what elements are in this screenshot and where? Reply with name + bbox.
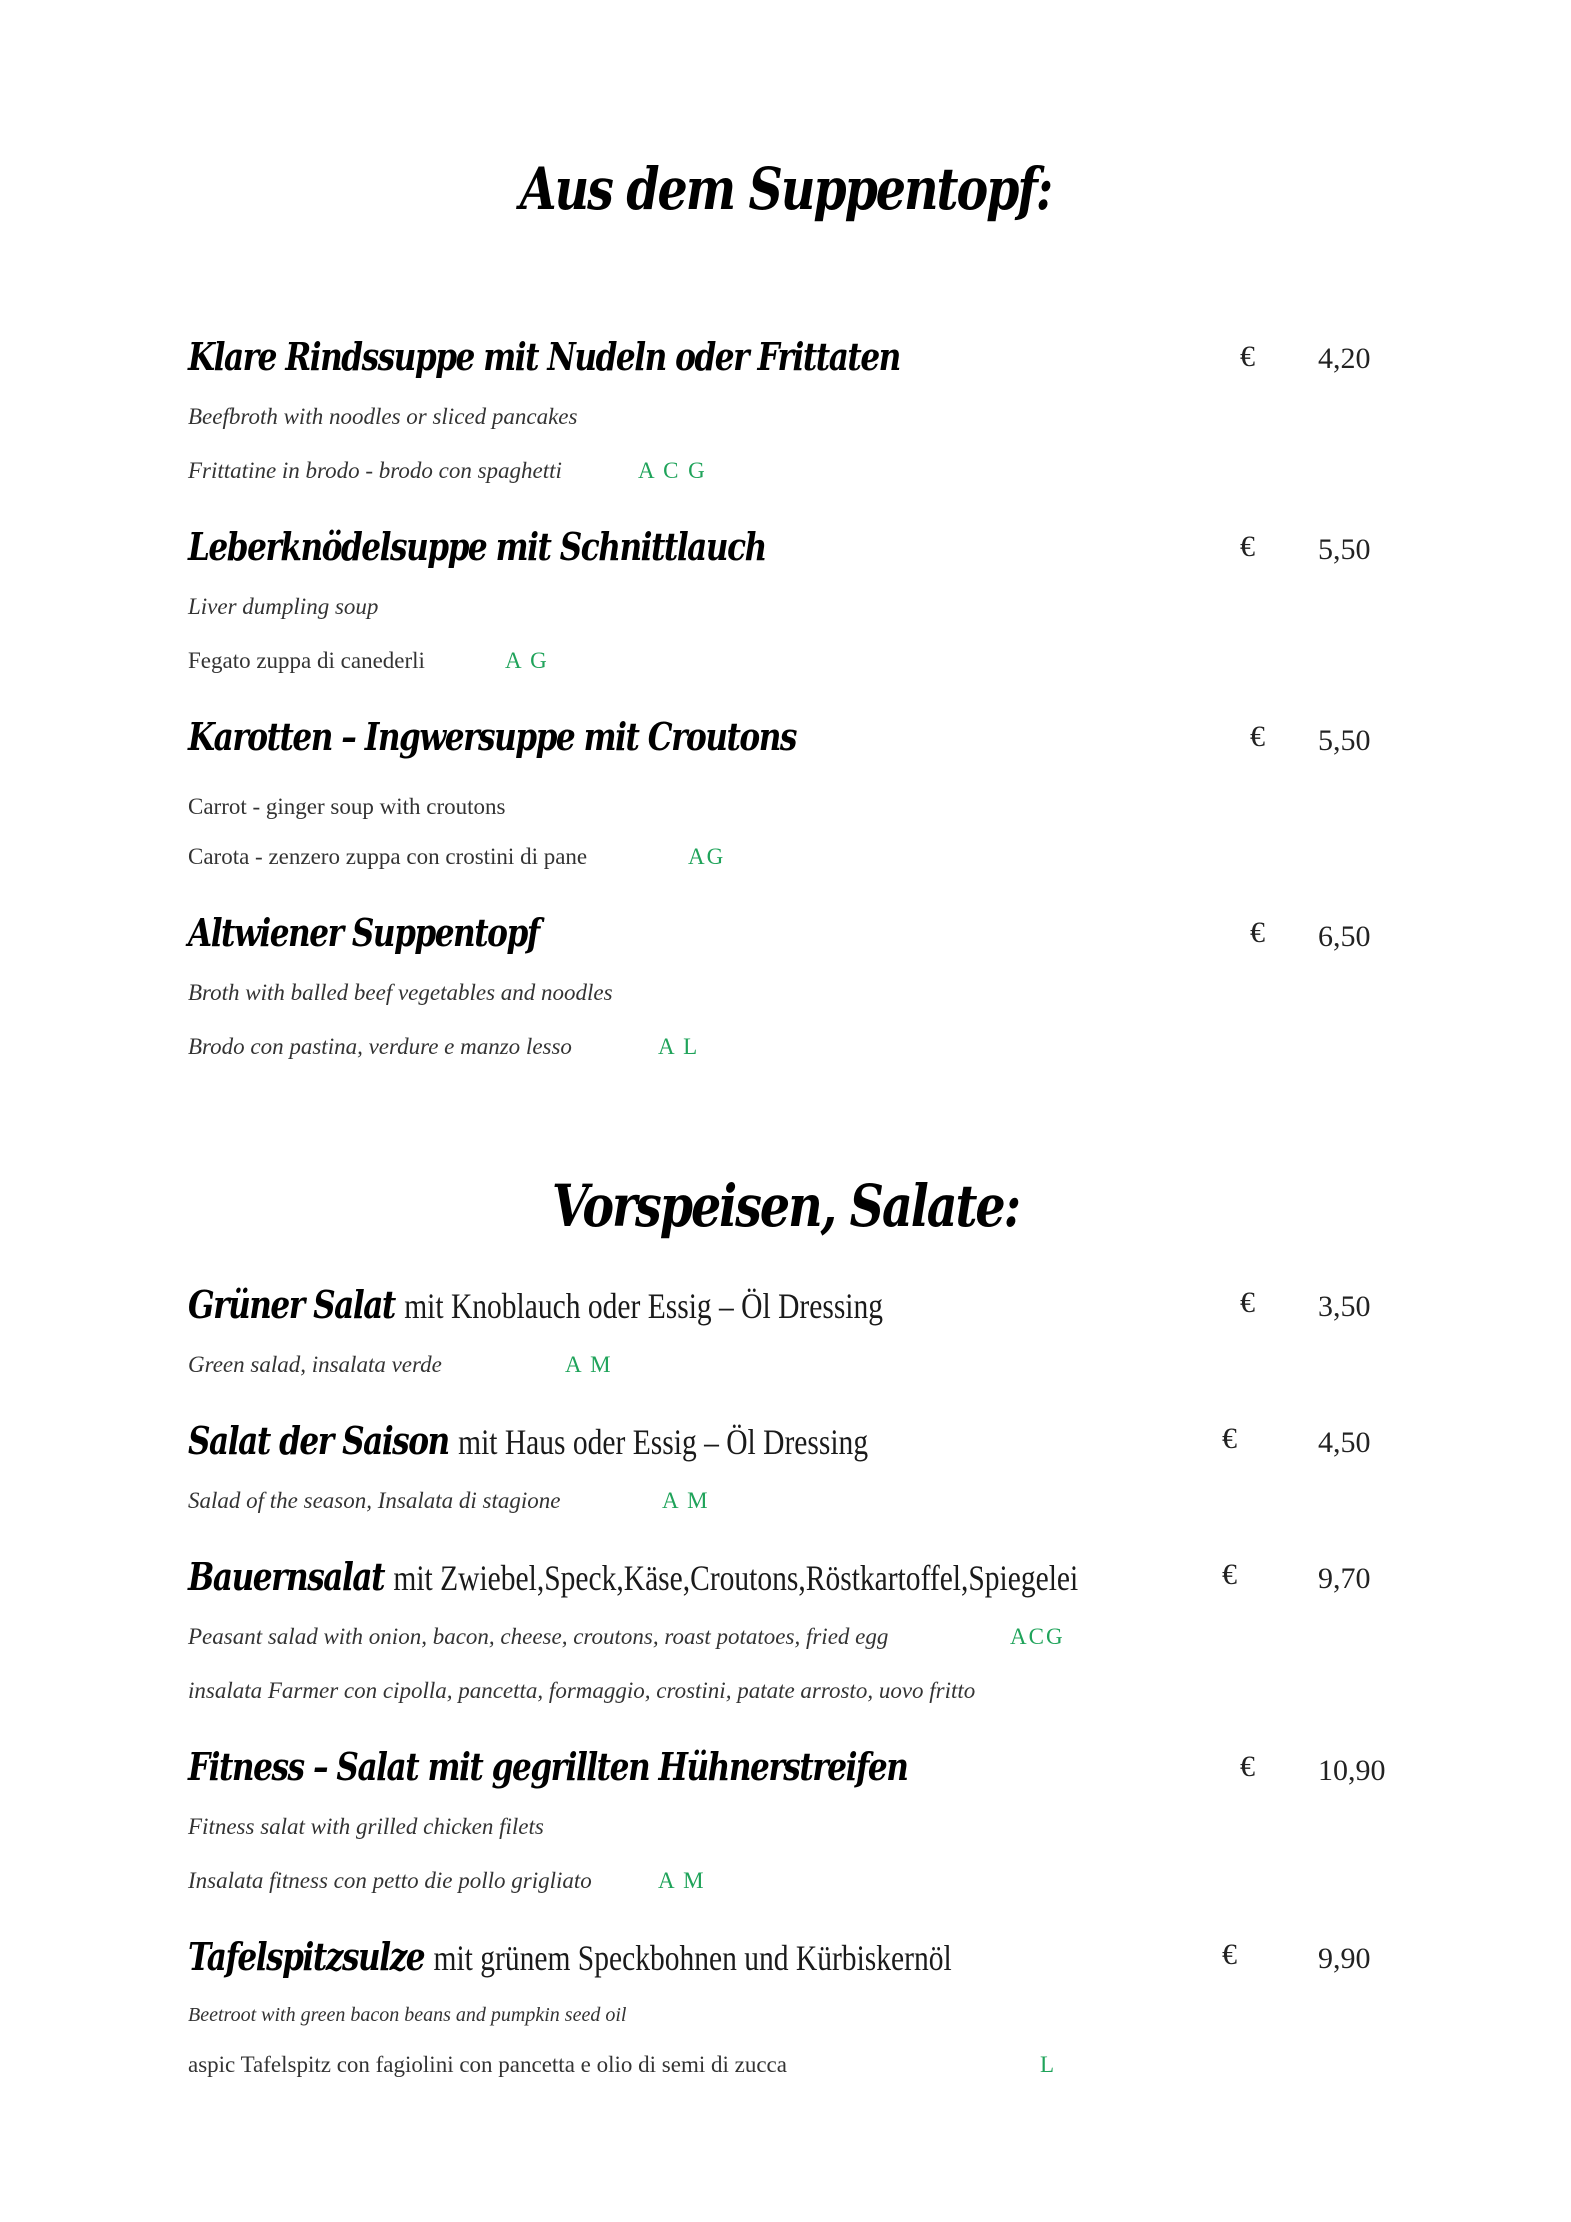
- description-en: Beetroot with green bacon beans and pumpkin seed oil: [188, 2004, 627, 2026]
- price: 9,90: [1318, 1942, 1371, 1975]
- dish-name: Bauernsalat: [188, 1554, 385, 1599]
- price: 5,50: [1318, 533, 1371, 566]
- dish-name: Klare Rindssuppe mit Nudeln oder Frittaten: [188, 334, 900, 379]
- description-en: Salad of the season, Insalata di stagione: [188, 1488, 561, 1513]
- allergen-codes: L: [1040, 2052, 1057, 2077]
- currency-symbol: €: [1240, 530, 1255, 563]
- currency-symbol: €: [1222, 1422, 1237, 1455]
- dish-name: Salat der Saison: [188, 1418, 449, 1463]
- dish-name: Fitness – Salat mit gegrillten Hühnerstreifen: [188, 1744, 908, 1789]
- section-heading-starters-salads: Vorspeisen, Salate:: [551, 1172, 1020, 1240]
- allergen-codes: A M: [662, 1488, 710, 1513]
- price: 4,50: [1318, 1426, 1371, 1459]
- currency-symbol: €: [1240, 340, 1255, 373]
- currency-symbol: €: [1222, 1558, 1237, 1591]
- dish-extra: mit grünem Speckbohnen und Kürbiskernöl: [433, 1938, 952, 1978]
- menu-item-title: [188, 524, 766, 569]
- allergen-codes: ACG: [1010, 1624, 1065, 1649]
- menu-item-title: [188, 1282, 883, 1327]
- price: 4,20: [1318, 342, 1371, 375]
- dish-name: Leberknödelsuppe mit Schnittlauch: [188, 524, 766, 569]
- allergen-codes: A C G: [638, 458, 707, 483]
- dish-extra: mit Haus oder Essig – Öl Dressing: [458, 1422, 869, 1462]
- description-en: Broth with balled beef vegetables and noodles: [188, 980, 613, 1005]
- currency-symbol: €: [1222, 1938, 1237, 1971]
- description-it: Frittatine in brodo - brodo con spaghetti: [188, 458, 562, 483]
- description-it: Brodo con pastina, verdure e manzo lesso: [188, 1034, 572, 1059]
- currency-symbol: €: [1250, 916, 1265, 949]
- price: 9,70: [1318, 1562, 1371, 1595]
- description-it: insalata Farmer con cipolla, pancetta, formaggio, crostini, patate arrosto, uovo fritto: [188, 1678, 976, 1703]
- section-heading-soups: Aus dem Suppentopf:: [519, 155, 1052, 223]
- currency-symbol: €: [1240, 1750, 1255, 1783]
- dish-name: Grüner Salat: [188, 1282, 395, 1327]
- price: 10,90: [1318, 1754, 1386, 1787]
- price: 5,50: [1318, 724, 1371, 757]
- menu-item-title: [188, 1934, 952, 1979]
- currency-symbol: €: [1250, 720, 1265, 753]
- description-en: Fitness salat with grilled chicken filets: [188, 1814, 544, 1839]
- menu-item-title: [188, 910, 539, 955]
- dish-extra: mit Knoblauch oder Essig – Öl Dressing: [404, 1286, 884, 1326]
- description-en: Green salad, insalata verde: [188, 1352, 442, 1377]
- description-it: Fegato zuppa di canederli: [188, 648, 425, 673]
- menu-item-title: [188, 1418, 868, 1463]
- description-it: Insalata fitness con petto die pollo grigliato: [188, 1868, 592, 1893]
- dish-name: Tafelspitzsulze: [188, 1934, 425, 1979]
- dish-name: Altwiener Suppentopf: [188, 910, 539, 955]
- allergen-codes: AG: [688, 844, 726, 869]
- menu-item-title: [188, 714, 796, 759]
- dish-extra: mit Zwiebel,Speck,Käse,Croutons,Röstkartoffel,Spiegelei: [393, 1558, 1079, 1598]
- description-en: Liver dumpling soup: [188, 594, 379, 619]
- description-it: aspic Tafelspitz con fagiolini con pancetta e olio di semi di zucca: [188, 2052, 787, 2077]
- allergen-codes: A M: [565, 1352, 613, 1377]
- description-en: Beefbroth with noodles or sliced pancakes: [188, 404, 578, 429]
- allergen-codes: A M: [658, 1868, 706, 1893]
- description-en: Carrot - ginger soup with croutons: [188, 794, 506, 819]
- price: 3,50: [1318, 1290, 1371, 1323]
- menu-item-title: [188, 334, 900, 379]
- menu-item-title: [188, 1744, 907, 1789]
- description-it: Carota - zenzero zuppa con crostini di pane: [188, 844, 588, 869]
- allergen-codes: A G: [505, 648, 549, 673]
- price: 6,50: [1318, 920, 1371, 953]
- menu-item-title: [188, 1554, 1078, 1599]
- allergen-codes: A L: [658, 1034, 700, 1059]
- dish-name: Karotten – Ingwersuppe mit Croutons: [188, 714, 796, 759]
- currency-symbol: €: [1240, 1286, 1255, 1319]
- description-en: Peasant salad with onion, bacon, cheese, croutons, roast potatoes, fried egg: [188, 1624, 889, 1649]
